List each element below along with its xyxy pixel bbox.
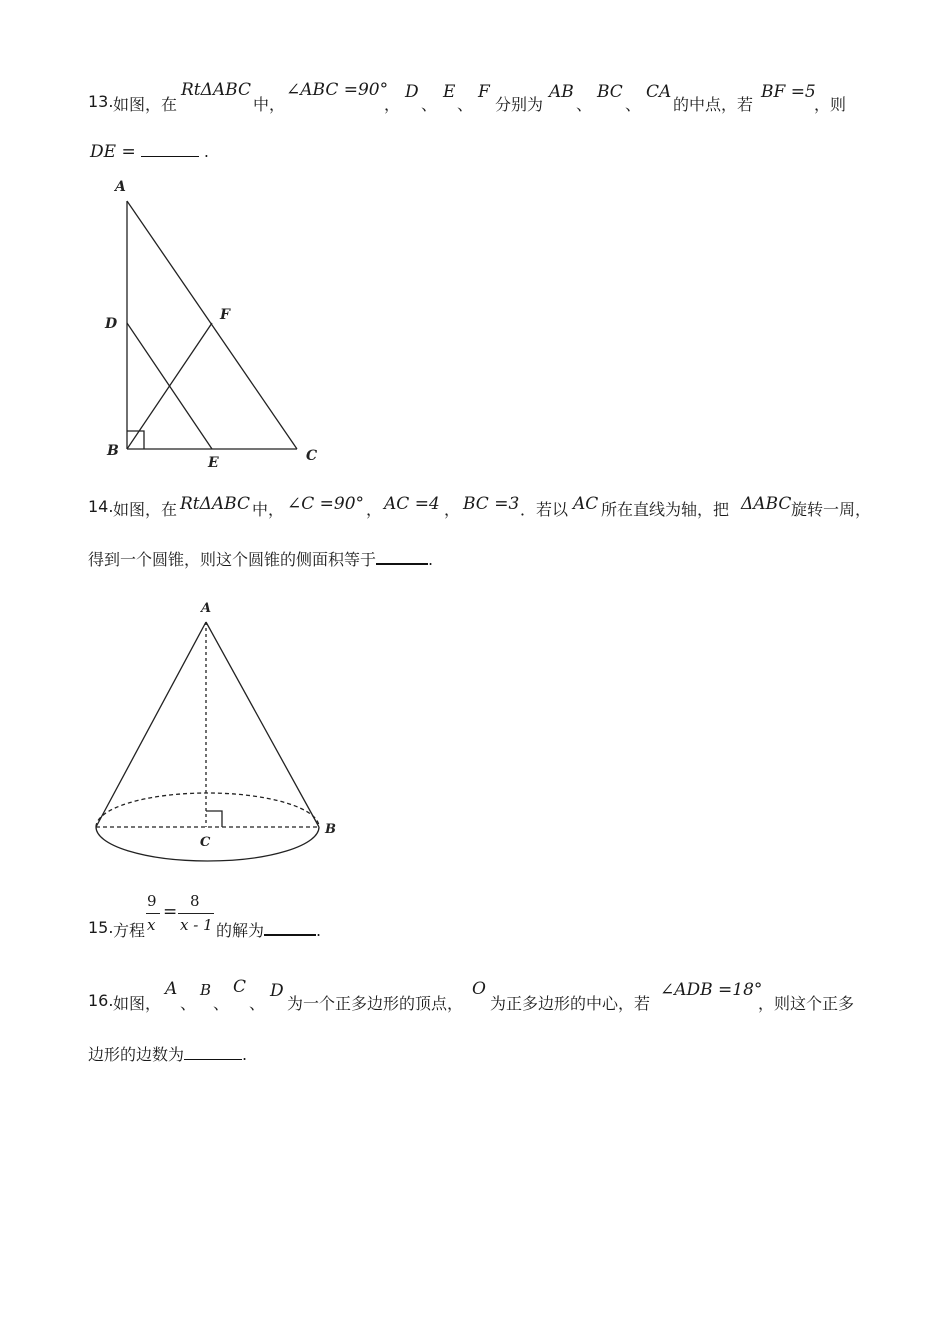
q14-label-B: B	[325, 822, 336, 837]
q13-answer-blank	[141, 142, 199, 157]
q14-answer-blank	[376, 549, 428, 565]
q16-period: .	[242, 1045, 248, 1064]
q13-math-BF: BF =5	[761, 82, 816, 102]
q16-text-4: ，则这个正多	[758, 994, 855, 1013]
q13-math-AB: AB	[549, 82, 574, 102]
q16-sep-2: 、	[213, 994, 230, 1013]
q13-label-F: F	[220, 307, 230, 323]
q15-text-1: 方程	[113, 921, 146, 940]
q13-math-D: D	[405, 82, 419, 102]
q14-text-2: 中，	[252, 500, 285, 519]
q14-label-C: C	[200, 835, 211, 850]
q15-fraction-2-numerator: 8	[190, 892, 200, 910]
q13-text-fenbie: 分别为	[495, 95, 544, 114]
q14-line-2	[88, 547, 433, 570]
q15-answer-blank	[264, 920, 316, 936]
q15-fraction-2-bar	[178, 913, 214, 914]
q14-label-A: A	[201, 601, 212, 616]
q15-fraction-1-bar	[146, 913, 160, 914]
q16-sep-1: 、	[180, 994, 197, 1013]
q16-text-1: 如图，	[113, 994, 162, 1013]
q16-sep-3: 、	[249, 994, 266, 1013]
q14-period: .	[428, 550, 434, 569]
q15-answer-line	[216, 918, 321, 941]
q14-cone-slant-left	[96, 622, 206, 827]
q13-sep-2: 、	[457, 95, 474, 114]
q13-period: .	[203, 142, 209, 161]
q16-number: 16.	[88, 991, 114, 1010]
q14-math-AC: AC =4	[384, 494, 440, 514]
q16-math-angle: ∠ADB =18°	[660, 980, 763, 1000]
q14-base-back-arc	[96, 793, 319, 827]
q13-label-E: E	[208, 455, 219, 470]
q14-math-triangle: RtΔABC	[180, 494, 251, 514]
q16-text-2: 为一个正多边形的顶点，	[287, 994, 464, 1013]
q13-answer-line	[90, 142, 209, 162]
q13-text-ze: ，则	[814, 95, 847, 114]
q13-label-C: C	[306, 448, 318, 464]
q13-sep-1: 、	[421, 95, 438, 114]
q15-fraction-2-denominator: x - 1	[180, 916, 213, 934]
q14-right-angle-mark	[206, 811, 222, 827]
q14-text-4: ，	[444, 500, 461, 519]
q15-text-2: 的解为	[216, 921, 265, 940]
q13-math-angle: ∠ABC =90°	[286, 80, 389, 100]
q13-label-A: A	[115, 179, 126, 195]
q14-text-3: ，	[366, 500, 383, 519]
q16-math-D: D	[270, 981, 284, 1001]
q13-text-comma: ，	[384, 95, 401, 114]
q13-label-B: B	[107, 443, 119, 459]
q13-math-E: E	[443, 82, 456, 102]
q16-math-O: O	[472, 979, 486, 999]
q14-math-axis: AC	[573, 494, 599, 514]
q14-text-1: 如图，在	[113, 500, 178, 519]
q13-sep-4: 、	[625, 95, 642, 114]
q13-number: 13.	[88, 92, 114, 111]
q16-answer-blank	[184, 1045, 242, 1060]
q13-math-CA: CA	[646, 82, 672, 102]
q14-cone-figure	[85, 595, 345, 870]
q16-math-B: B	[200, 981, 212, 999]
q14-text-5: ．若以	[520, 500, 569, 519]
q13-math-BC: BC	[597, 82, 623, 102]
q14-math-triangle-2: ΔABC	[741, 494, 792, 514]
q16-line-2	[88, 1042, 247, 1065]
q13-text-zhong: 中，	[253, 95, 286, 114]
q14-text-7: 旋转一周，	[791, 500, 872, 519]
q15-equals: =	[163, 902, 178, 922]
q13-text-intro: 如图，在	[113, 95, 178, 114]
q14-math-angle: ∠C =90°	[287, 494, 365, 514]
q14-cone-slant-right	[206, 622, 319, 827]
q13-math-F: F	[478, 82, 490, 102]
q13-text-midpoint: 的中点，若	[673, 95, 754, 114]
q13-math-DE: DE =	[90, 142, 136, 162]
q16-math-C: C	[233, 977, 247, 997]
q13-triangle-figure	[100, 175, 340, 470]
q16-text-line2: 边形的边数为	[88, 1045, 185, 1064]
q14-text-line2: 得到一个圆锥，则这个圆锥的侧面积等于	[88, 550, 377, 569]
q15-fraction-1-numerator: 9	[147, 892, 157, 910]
q15-period: .	[316, 921, 322, 940]
q13-label-D: D	[105, 316, 118, 332]
q14-math-BC: BC =3	[463, 494, 520, 514]
q13-math-triangle: RtΔABC	[181, 80, 252, 100]
q13-sep-3: 、	[576, 95, 593, 114]
q16-math-A: A	[165, 979, 178, 999]
q16-text-3: 为正多边形的中心，若	[490, 994, 651, 1013]
q14-text-6: 所在直线为轴，把	[601, 500, 730, 519]
q15-number: 15.	[88, 918, 114, 937]
q14-number: 14.	[88, 497, 114, 516]
q15-fraction-1-denominator: x	[147, 916, 156, 934]
